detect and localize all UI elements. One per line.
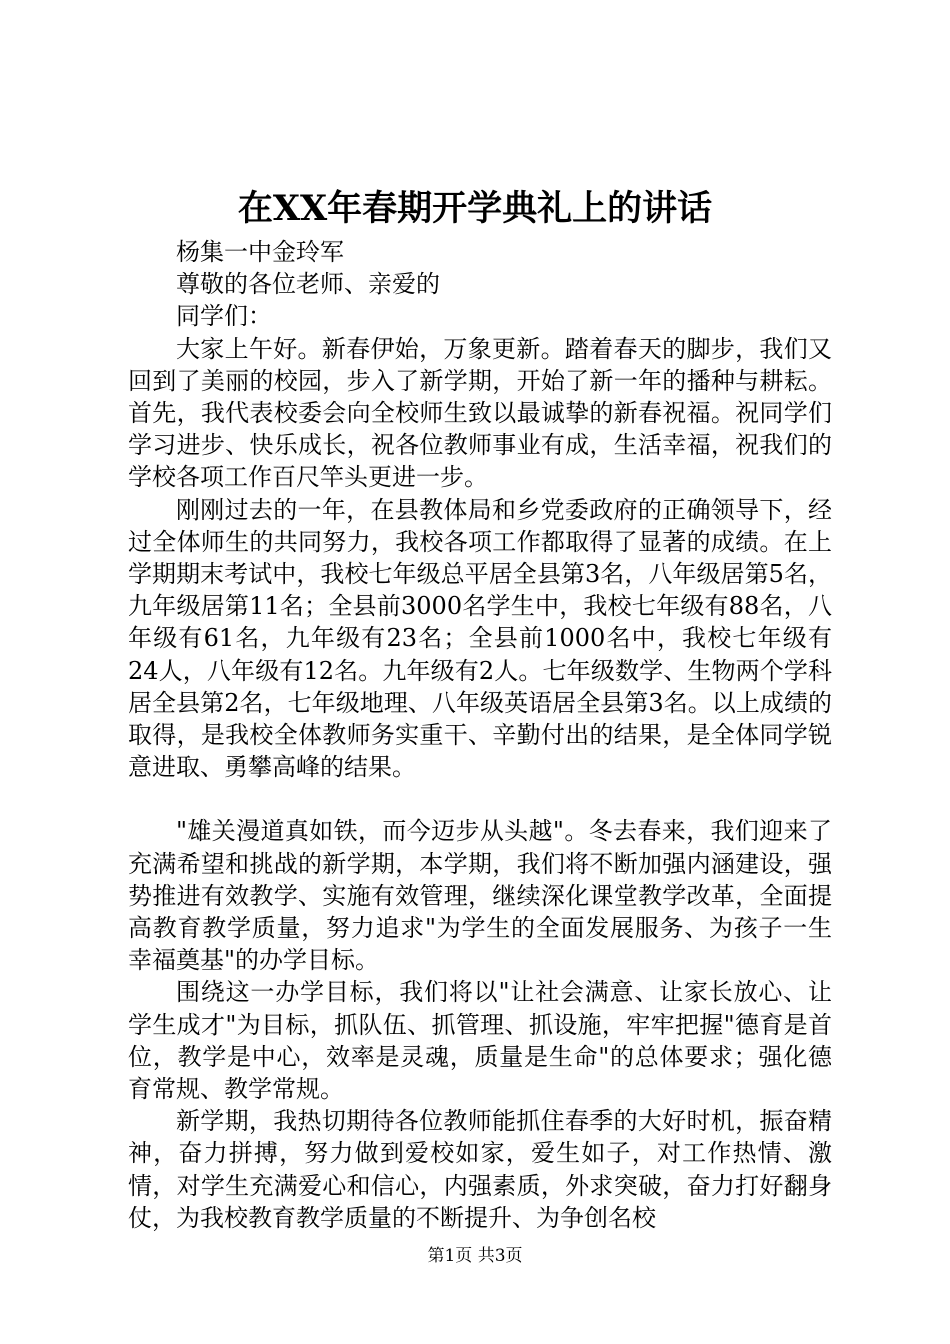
body-paragraph: 刚刚过去的一年，在县教体局和乡党委政府的正确领导下，经过全体师生的共同努力，我校各项工作都取得了显著的成绩。在上学期期末考试中，我校七年级总平居全县第3名，八年级居第5名，九年级居第11名；全县前3000名学生中，我校七年级有88名，八年级有61名，九年级有23名；全县前1000名中，我校七年级有24人，八年级有12名。九年级有2人。七年级数学、生物两个学科居全县第2名，七年级地理、八年级英语居全县第3名。以上成绩的取得，是我校全体教师务实重干、辛勤付出的结果，是全体同学锐意进取、勇攀高峰的结果。: [128, 495, 832, 782]
greeting-line: 尊敬的各位老师、亲爱的: [176, 270, 440, 299]
body-paragraph: 围绕这一办学目标，我们将以"让社会满意、让家长放心、让学生成才"为目标，抓队伍、抓管理、抓设施，牢牢把握"德育是首位，教学是中心，效率是灵魂，质量是生命"的总体要求；强化德育常规、教学常规。: [128, 978, 832, 1104]
author-line: 杨集一中金玲军: [176, 238, 344, 266]
document-body: [128, 236, 832, 1234]
body-paragraph: "雄关漫道真如铁，而今迈步从头越"。冬去春来，我们迎来了充满希望和挑战的新学期，本学期，我们将不断加强内涵建设，强势推进有效教学、实施有效管理，继续深化课堂教学改革，全面提高教育教学质量，努力追求"为学生的全面发展服务、为孩子一生幸福奠基"的办学目标。: [128, 817, 832, 975]
body-paragraph: 大家上午好。新春伊始，万象更新。踏着春天的脚步，我们又回到了美丽的校园，步入了新学期，开始了新一年的播种与耕耘。首先，我代表校委会向全校师生致以最诚挚的新春祝福。祝同学们学习进步、快乐成长，祝各位教师事业有成，生活幸福，祝我们的学校各项工作百尺竿头更进一步。: [128, 334, 832, 492]
body-paragraph: 新学期，我热切期待各位教师能抓住春季的大好时机，振奋精神，奋力拼搏，努力做到爱校如家，爱生如子，对工作热情、激情，对学生充满爱心和信心，内强素质，外求突破，奋力打好翻身仗，为我校教育教学质量的不断提升、为争创名校: [128, 1107, 832, 1232]
document-title: 在XX年春期开学典礼上的讲话: [237, 188, 713, 229]
page-footer: 第1页 共3页: [427, 1246, 523, 1266]
greeting-line: 同学们：: [176, 302, 272, 331]
